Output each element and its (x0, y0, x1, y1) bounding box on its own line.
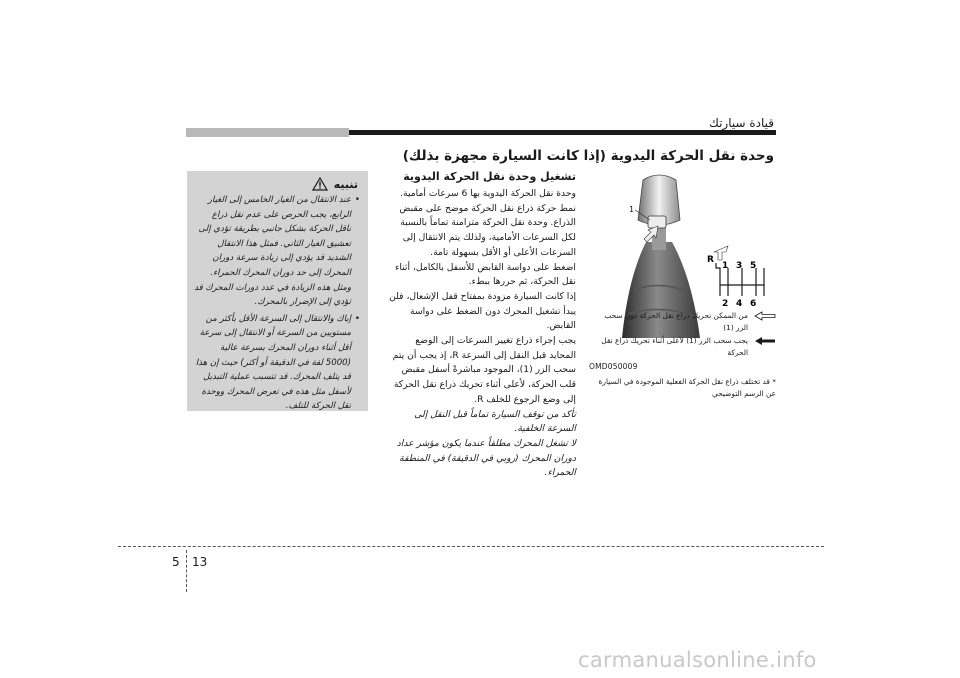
header-rule-gray (186, 128, 349, 137)
body-paragraph: إذا كانت السيارة مزودة بمفتاح قفل الإشعال، فلن يبدأ تشغيل المحرك دون الضغط على دواسة القابض. (389, 290, 576, 332)
gear-label-3: 3 (736, 261, 743, 271)
caption-text: يجب سحب الزر (1) لأعلى أثناء تحريك ذراع نقل الحركة (601, 336, 748, 357)
footer-dashed-rule (118, 546, 824, 547)
gear-label-4: 4 (736, 299, 743, 309)
gear-label-1: 1 (722, 261, 729, 271)
warning-header (312, 177, 358, 191)
section-heading: وحدة نقل الحركة اليدوية (إذا كانت السيارة مجهزة بذلك) (402, 148, 774, 164)
gear-label-r: R (707, 255, 714, 265)
body-paragraph: نمط حركة ذراع نقل الحركة موضح على مقبض الذراع. وحدة نقل الحركة متزامنة تماماً بالنسبة لكل السرعات الأمامية، ولذلك يتم الانتقال إلى السرعات الأعلى أو الأقل بسهولة تامة. (399, 202, 576, 258)
gear-shift-illustration (588, 170, 776, 362)
main-text-column (386, 170, 576, 481)
bullet-icon: • (354, 313, 360, 324)
figure-footnote (594, 376, 776, 399)
warning-item (194, 312, 360, 414)
subsection-heading: تشغيل وحدة نقل الحركة اليدوية (403, 170, 576, 183)
warning-list (194, 193, 360, 416)
caption-row-solid-arrow (594, 335, 776, 358)
warning-item (194, 193, 360, 310)
chapter-number: 5 (172, 555, 180, 569)
body-paragraph: اضغط على دواسة القابض للأسفل بالكامل، أثناء نقل الحركة، ثم حررها ببطء. (395, 261, 576, 288)
knob-callout-label: 1 (629, 205, 635, 214)
warning-item-text: إياك والانتقال إلى السرعة الأقل بأكثر من مستويين من السرعة أو الانتقال إلى سرعة أقل أثناء دوران المحرك بسرعة عالية (5000 لفة في الدقيقة أو أكثر) حيث إن هذا قد يتلف المحرك. قد تتسبب عملية التبديل لأسفل مثل هذه في تعرض المحرك ووحدة نقل الحركة للتلف. (195, 313, 351, 412)
header-rule-black (349, 130, 776, 135)
caption-row-outline-arrow (594, 310, 776, 333)
bullet-icon: • (354, 195, 360, 205)
footer-vertical-rule (186, 550, 187, 592)
outline-arrow-icon (754, 311, 776, 321)
page-number: 13 (192, 555, 208, 569)
solid-arrow-icon (754, 336, 776, 346)
watermark: carmanualsonline.info (578, 648, 817, 672)
figure-code: OMD050009 (589, 362, 638, 371)
warning-title: تنبيه (333, 177, 358, 191)
warning-item-text: عند الانتقال من الغيار الخامس إلى الغيار الرابع، يجب الحرص على عدم نقل ذراع ناقل الحركة بشكل جانبي بطريقة تؤدي إلى تعشيق الغيار الثاني. فمثل هذا الانتقال الشديد قد يؤدي إلى زيادة سرعة دوران المحرك إلى حد دوران المحرك الحمراء. ومثل هذه الزيادة في عدد دورات المحرك قد تؤدي إلى الإضرار بالمحرك. (194, 195, 351, 308)
gear-label-2: 2 (722, 299, 729, 309)
warning-box (187, 171, 368, 411)
footnote-text: قد تختلف ذراع نقل الحركة الفعلية الموجودة في السيارة عن الرسم التوضيحي (598, 377, 776, 398)
body-paragraph-italic: تأكد من توقف السيارة تماماً قبل النقل إلى السرعة الخلفية. (414, 408, 576, 435)
body-paragraph-italic: لا تشغل المحرك مطلقاً عندما يكون مؤشر عداد دوران المحرك (روبي في الدقيقة) في المنطقة الحمراء. (396, 437, 576, 479)
body-paragraph: يجب إجراء ذراع تغيير السرعات إلى الوضع المحايد قبل النقل إلى السرعة R، إذ يجب أن يتم سحب الزر (1)، الموجود مباشرةً أسفل مقبض قلب الحركة، لأعلى أثناء تحريك ذراع نقل الحركة إلى وضع الرجوع للخلف R. (392, 335, 576, 405)
footnote-asterisk: * (769, 377, 776, 386)
gear-label-5: 5 (750, 261, 757, 271)
caption-text: من الممكن تحريك ذراع نقل الحركة دون سحب الزر (1) (604, 311, 748, 332)
body-paragraph: وحدة نقل الحركة اليدوية بها 6 سرعات أمامية. (400, 188, 576, 199)
warning-triangle-icon (312, 177, 328, 191)
gear-label-6: 6 (750, 299, 757, 309)
pattern-arrow-outline (714, 246, 728, 260)
chapter-header-title: قيادة سيارتك (708, 116, 774, 130)
